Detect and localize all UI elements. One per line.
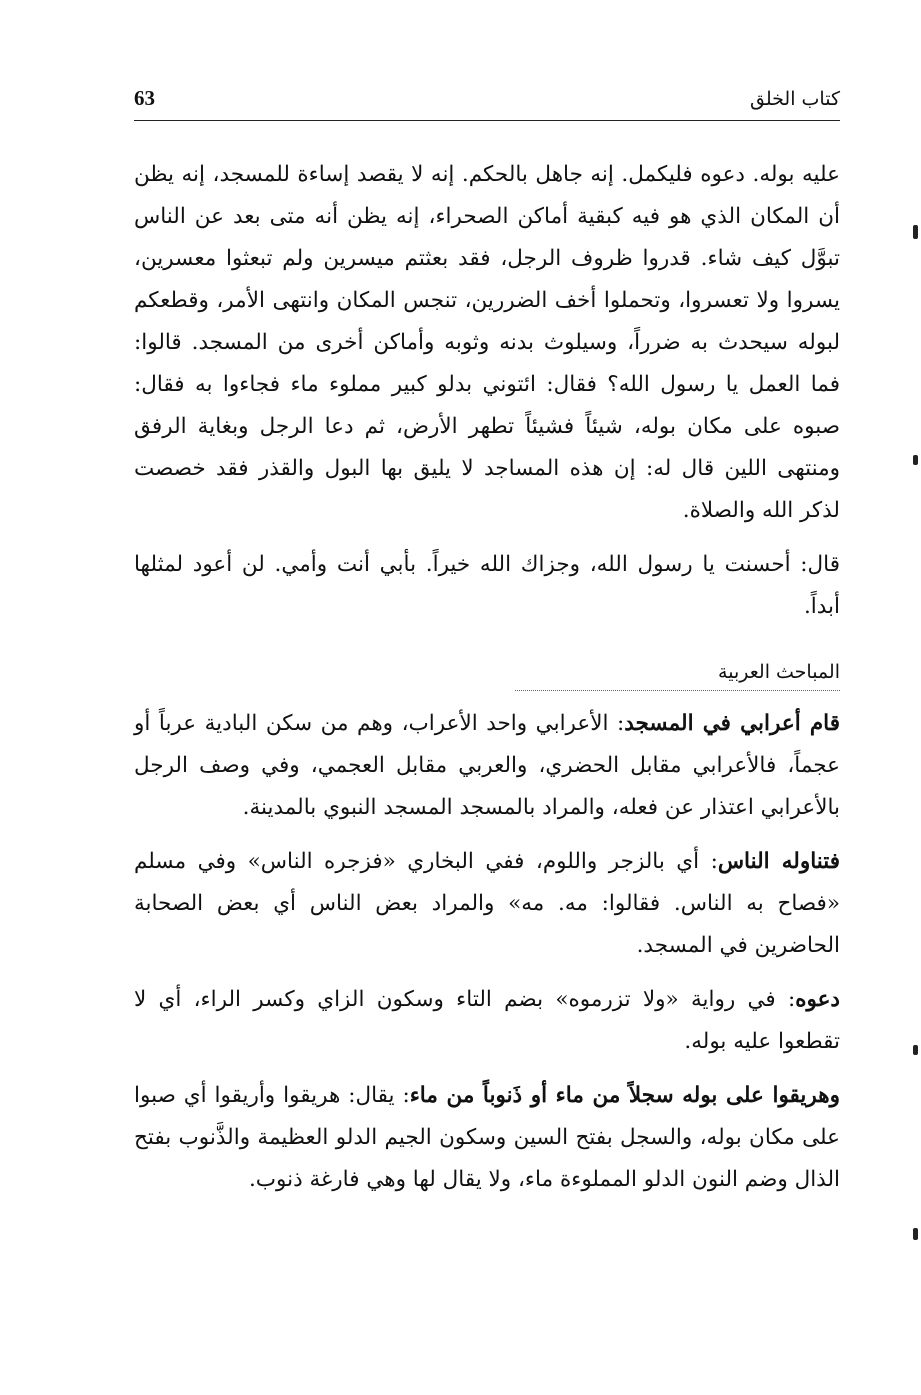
scan-edge-mark [913,1045,918,1055]
entry-text-1: : الأعرابي واحد الأعراب، وهم من سكن البادية عرباً أو عجماً، فالأعرابي مقابل الحضري، والعربي مقابل العجمي، وفي وصف الرجل بالأعرابي اعتذار عن فعله، والمراد بالمسجد المسجد النبوي بالمدينة. [134,711,840,820]
entry-text-3: : في رواية «ولا تزرموه» بضم التاء وسكون الزاي وكسر الراء، أي لا تقطعوا عليه بوله. [134,987,840,1054]
entry-paragraph-3 [134,979,840,1063]
running-title: كتاب الخلق [750,88,840,110]
entry-text-4: : يقال: هريقوا وأريقوا أي صبوا على مكان بوله، والسجل بفتح السين وسكون الجيم الدلو العظيمة والذَّنوب بفتح الذال وضم النون الدلو المملوءة ماء، ولا يقال لها وهي فارغة ذنوب. [134,1083,840,1192]
entry-text-2: : أي بالزجر واللوم، ففي البخاري «فزجره الناس» وفي مسلم «فصاح به الناس. فقالوا: مه. مه» والمراد بعض الناس أي بعض الصحابة الحاضرين في المسجد. [134,849,840,958]
page-body [134,154,840,1201]
scan-edge-mark [913,455,918,465]
page-number: 63 [134,86,155,110]
body-paragraph-1: عليه بوله. دعوه فليكمل. إنه جاهل بالحكم. إنه لا يقصد إساءة للمسجد، إنه يظن أن المكان الذي هو فيه كبقية أماكن الصحراء، إنه يظن أنه متى بعد عن الناس تبوَّل كيف شاء. قدروا ظروف الرجل، فقد بعثتم ميسرين ولم تبعثوا معسرين، يسروا ولا تعسروا، وتحملوا أخف الضررين، تنجس المكان وانتهى الأمر، وقطعكم لبوله سيحدث به ضرراً، وسيلوث بدنه وثوبه وأماكن أخرى من المسجد. قالوا: فما العمل يا رسول الله؟ فقال: ائتوني بدلو كبير مملوء ماء فجاءوا به فقال: صبوه على مكان بوله، شيئاً فشيئاً تطهر الأرض، ثم دعا الرجل وبغاية الرفق ومنتهى اللين قال له: إن هذه المساجد لا يليق بها البول والقذر فقد خصصت لذكر الله والصلاة. [134,162,840,523]
entry-term-1: قام أعرابي في المسجد [624,711,840,736]
entry-term-4: وهريقوا على بوله سجلاً من ماء أو ذَنوباً من ماء [409,1083,840,1108]
entry-term-2: فتناوله الناس [717,849,840,874]
entry-term-3: دعوه [795,987,840,1012]
section-title: المباحث العربية [515,654,840,691]
entry-paragraph-2 [134,841,840,967]
scan-edge-mark [913,225,918,239]
page-header [134,84,840,121]
body-paragraph-2: قال: أحسنت يا رسول الله، وجزاك الله خيراً. بأبي أنت وأمي. لن أعود لمثلها أبداً. [134,552,840,619]
entry-paragraph-4 [134,1075,840,1201]
entry-paragraph-1 [134,703,840,829]
scan-edge-mark [913,1228,918,1240]
